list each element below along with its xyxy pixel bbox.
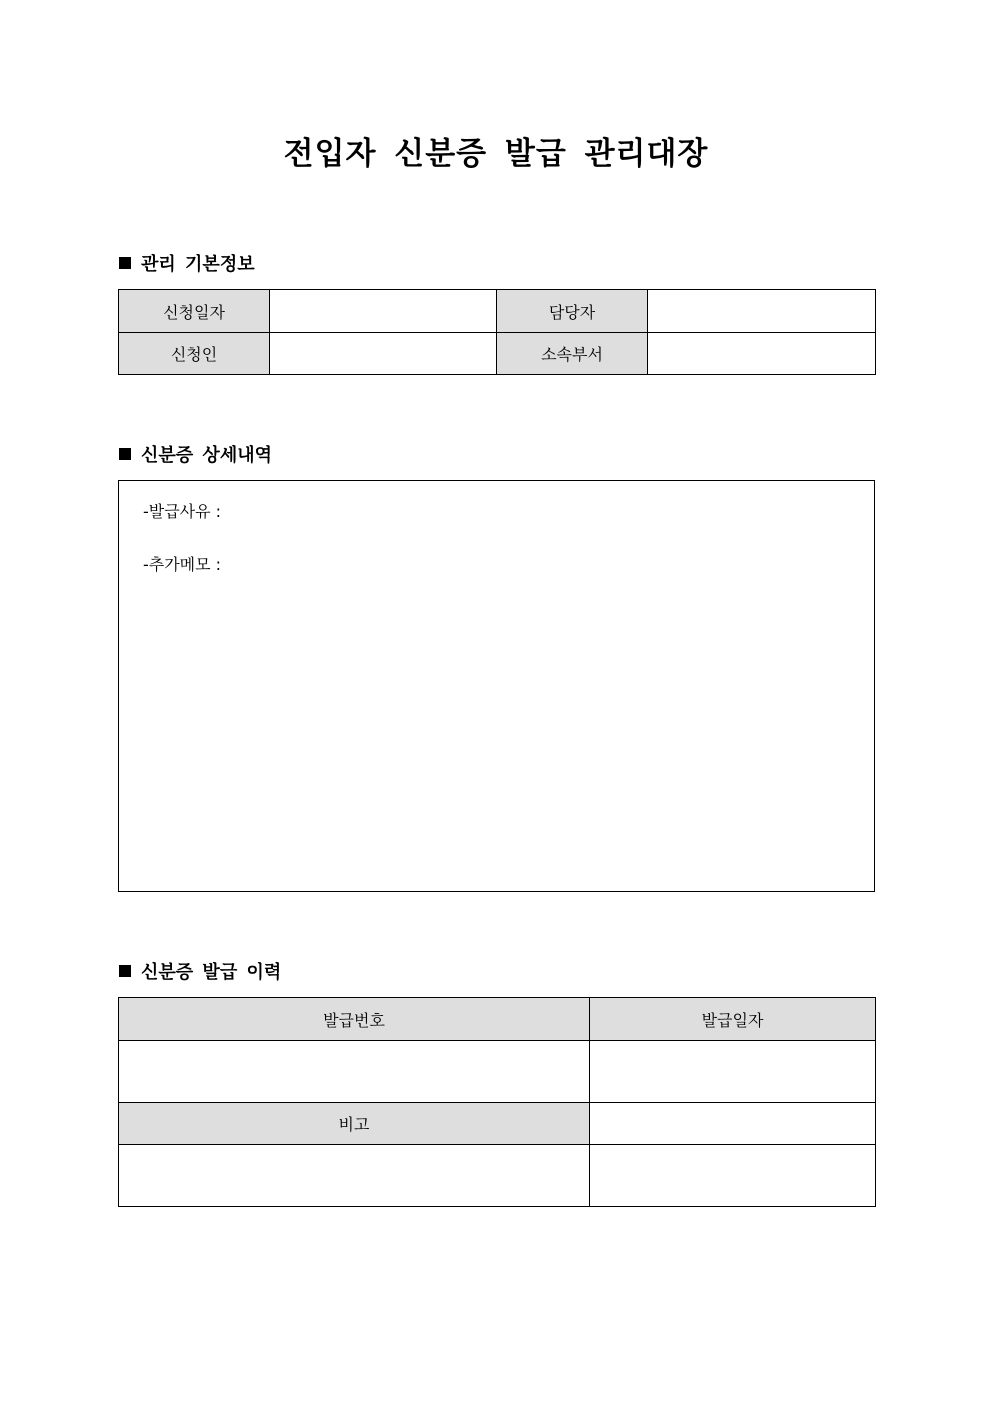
department-label: 소속부서 — [497, 333, 648, 375]
memo-line — [143, 554, 221, 576]
detail-box[interactable] — [118, 480, 875, 892]
applicant-label: 신청인 — [119, 333, 270, 375]
issue-number-header: 발급번호 — [119, 998, 590, 1041]
section-heading-history — [119, 960, 281, 986]
section-heading-detail — [119, 443, 272, 469]
remarks-field[interactable] — [119, 1145, 590, 1207]
remarks-header: 비고 — [119, 1103, 590, 1145]
remarks-side-header-cell[interactable] — [590, 1103, 876, 1145]
remarks-side-field[interactable] — [590, 1145, 876, 1207]
application-date-field[interactable] — [270, 290, 497, 333]
issue-date-header: 발급일자 — [590, 998, 876, 1041]
department-field[interactable] — [648, 333, 876, 375]
issue-number-field[interactable] — [119, 1041, 590, 1103]
page-title: 전입자 신분증 발급 관리대장 — [283, 136, 709, 172]
section-heading-basic-info-label: 관리 기본정보 — [141, 254, 255, 275]
issue-reason-label: -발급사유 : — [143, 502, 222, 521]
issue-reason-line — [143, 501, 221, 523]
square-bullet-icon — [119, 965, 131, 977]
history-table — [118, 997, 876, 1207]
application-date-label: 신청일자 — [119, 290, 270, 333]
manager-label: 담당자 — [497, 290, 648, 333]
section-heading-detail-label: 신분증 상세내역 — [141, 445, 272, 466]
manager-field[interactable] — [648, 290, 876, 333]
square-bullet-icon — [119, 257, 131, 269]
applicant-field[interactable] — [270, 333, 497, 375]
square-bullet-icon — [119, 448, 131, 460]
basic-info-table — [118, 289, 876, 375]
issue-date-field[interactable] — [590, 1041, 876, 1103]
section-heading-basic-info — [119, 252, 255, 278]
section-heading-history-label: 신분증 발급 이력 — [141, 962, 282, 983]
memo-label: -추가메모 : — [143, 555, 222, 574]
